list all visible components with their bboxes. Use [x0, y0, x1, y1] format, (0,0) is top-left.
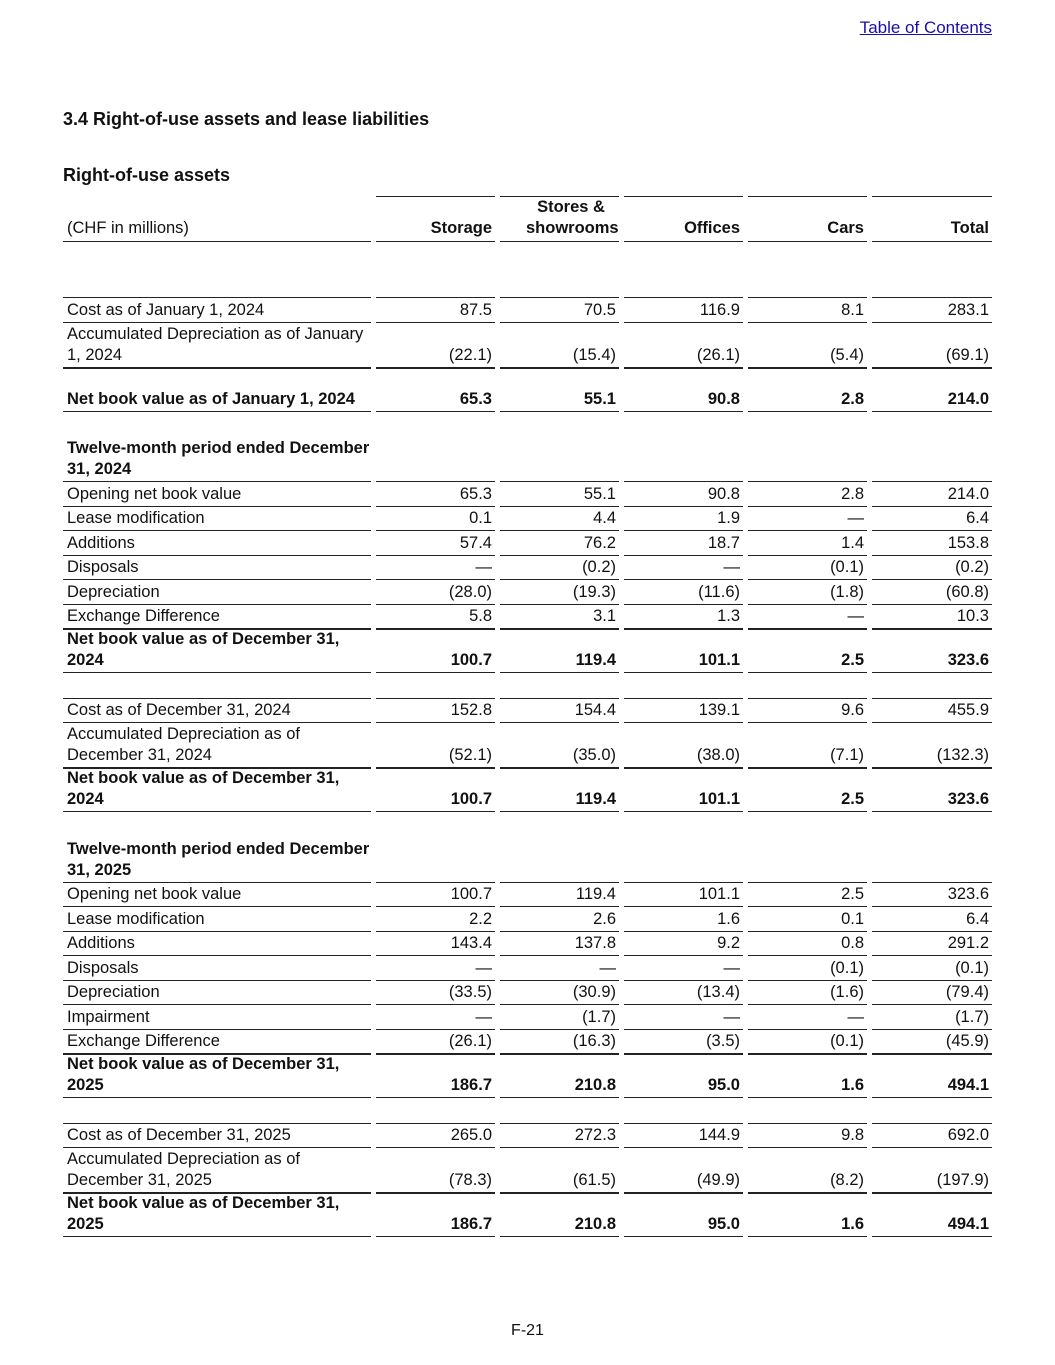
- cell-value: —: [748, 506, 867, 531]
- cell-value: (28.0): [376, 579, 495, 604]
- cell-value: —: [376, 555, 495, 580]
- row-label: Depreciation: [63, 980, 371, 1005]
- cell-value: —: [748, 604, 867, 629]
- cell-value: —: [624, 555, 743, 580]
- cell-value: (7.1): [748, 722, 867, 767]
- cell-value: 0.1: [376, 506, 495, 531]
- row-label: Lease modification: [63, 506, 371, 531]
- row-label: Additions: [63, 931, 371, 956]
- cell-value: 95.0: [624, 1192, 743, 1237]
- cell-value: 6.4: [872, 506, 992, 531]
- section-title: 3.4 Right-of-use assets and lease liabilities: [63, 109, 430, 129]
- cell-value: 1.6: [748, 1192, 867, 1237]
- column-header: Total: [872, 196, 992, 242]
- row-label: Twelve-month period ended December 31, 2025: [67, 839, 370, 879]
- cell-value: 2.5: [748, 882, 867, 907]
- cell-value: (22.1): [376, 322, 495, 367]
- cell-value: 18.7: [624, 530, 743, 555]
- cell-value: 1.3: [624, 604, 743, 629]
- table-row: [63, 1123, 992, 1148]
- table-of-contents-link[interactable]: Table of Contents: [859, 18, 992, 37]
- right-of-use-assets-table: [63, 196, 992, 1237]
- row-label: Cost as of December 31, 2025: [63, 1123, 371, 1148]
- cell-value: 154.4: [500, 698, 619, 723]
- cell-value: (1.7): [500, 1004, 619, 1029]
- row-label: Accumulated Depreciation as of December 31, 2025: [63, 1147, 371, 1192]
- table-row: [63, 906, 992, 931]
- table-row: [63, 722, 992, 767]
- cell-value: 323.6: [872, 628, 992, 673]
- cell-value: 90.8: [624, 481, 743, 506]
- table-row: [63, 322, 992, 367]
- row-label: Disposals: [63, 555, 371, 580]
- row-label: Net book value as of January 1, 2024: [63, 367, 371, 412]
- cell-value: —: [624, 1004, 743, 1029]
- column-header: Storage: [376, 196, 495, 242]
- table-row: [63, 955, 992, 980]
- row-label: Net book value as of December 31, 2025: [63, 1053, 371, 1098]
- cell-value: —: [500, 955, 619, 980]
- cell-value: (0.1): [872, 955, 992, 980]
- cell-value: 210.8: [500, 1053, 619, 1098]
- cell-value: 494.1: [872, 1192, 992, 1237]
- table-row: [63, 579, 992, 604]
- cell-value: 0.8: [748, 931, 867, 956]
- spacer-row: [63, 1098, 992, 1123]
- table-row: [63, 530, 992, 555]
- cell-value: 8.1: [748, 297, 867, 322]
- cell-value: 70.5: [500, 297, 619, 322]
- cell-value: (45.9): [872, 1029, 992, 1054]
- cell-value: 1.9: [624, 506, 743, 531]
- cell-value: 55.1: [500, 367, 619, 412]
- cell-value: 116.9: [624, 297, 743, 322]
- cell-value: 2.5: [748, 767, 867, 812]
- cell-value: [624, 436, 743, 481]
- cell-value: 100.7: [376, 882, 495, 907]
- row-label: Net book value as of December 31, 2025: [63, 1192, 371, 1237]
- cell-value: (26.1): [376, 1029, 495, 1054]
- spacer-row: [63, 412, 992, 437]
- spacer-row: [63, 673, 992, 698]
- cell-value: 692.0: [872, 1123, 992, 1148]
- table-row: [63, 1192, 992, 1237]
- column-header: Offices: [624, 196, 743, 242]
- cell-value: 95.0: [624, 1053, 743, 1098]
- row-label: Net book value as of December 31, 2024: [63, 628, 371, 673]
- cell-value: 2.8: [748, 367, 867, 412]
- cell-value: [376, 436, 495, 481]
- cell-value: (19.3): [500, 579, 619, 604]
- cell-value: —: [624, 955, 743, 980]
- section-heading-row: [63, 837, 992, 882]
- cell-value: (132.3): [872, 722, 992, 767]
- cell-value: [872, 837, 992, 882]
- cell-value: 10.3: [872, 604, 992, 629]
- cell-value: 87.5: [376, 297, 495, 322]
- cell-value: —: [376, 1004, 495, 1029]
- cell-value: (30.9): [500, 980, 619, 1005]
- row-label: Impairment: [63, 1004, 371, 1029]
- cell-value: 65.3: [376, 367, 495, 412]
- cell-value: (15.4): [500, 322, 619, 367]
- spacer-row: [63, 242, 992, 297]
- row-label: Twelve-month period ended December 31, 2024: [67, 439, 370, 478]
- cell-value: [872, 436, 992, 481]
- cell-value: 119.4: [500, 882, 619, 907]
- table-row: [63, 604, 992, 629]
- cell-value: (26.1): [624, 322, 743, 367]
- cell-value: 214.0: [872, 481, 992, 506]
- cell-value: [624, 837, 743, 882]
- cell-value: 152.8: [376, 698, 495, 723]
- cell-value: 2.8: [748, 481, 867, 506]
- cell-value: 144.9: [624, 1123, 743, 1148]
- cell-value: 101.1: [624, 628, 743, 673]
- cell-value: 210.8: [500, 1192, 619, 1237]
- cell-value: 186.7: [376, 1053, 495, 1098]
- row-label: Net book value as of December 31, 2024: [63, 767, 371, 812]
- row-label: Disposals: [63, 955, 371, 980]
- cell-value: 119.4: [500, 767, 619, 812]
- row-label: Lease modification: [63, 906, 371, 931]
- row-label: Cost as of December 31, 2024: [63, 698, 371, 723]
- table-row: [63, 1147, 992, 1192]
- cell-value: —: [376, 955, 495, 980]
- table-title: Right-of-use assets: [63, 165, 231, 185]
- row-label: Exchange Difference: [63, 1029, 371, 1054]
- cell-value: 186.7: [376, 1192, 495, 1237]
- table-row: [63, 882, 992, 907]
- cell-value: 153.8: [872, 530, 992, 555]
- cell-value: (0.1): [748, 1029, 867, 1054]
- cell-value: 9.2: [624, 931, 743, 956]
- section-heading-row: [63, 436, 992, 481]
- table-row: [63, 297, 992, 322]
- row-label: Opening net book value: [63, 481, 371, 506]
- cell-value: 265.0: [376, 1123, 495, 1148]
- table-row: [63, 1004, 992, 1029]
- cell-value: (16.3): [500, 1029, 619, 1054]
- row-label: Depreciation: [63, 579, 371, 604]
- cell-value: (33.5): [376, 980, 495, 1005]
- table-row: [63, 931, 992, 956]
- cell-value: (52.1): [376, 722, 495, 767]
- table-row: [63, 628, 992, 673]
- cell-value: (1.7): [872, 1004, 992, 1029]
- cell-value: [500, 837, 619, 882]
- cell-value: 119.4: [500, 628, 619, 673]
- cell-value: 4.4: [500, 506, 619, 531]
- cell-value: 1.4: [748, 530, 867, 555]
- cell-value: (3.5): [624, 1029, 743, 1054]
- cell-value: (0.2): [500, 555, 619, 580]
- cell-value: (35.0): [500, 722, 619, 767]
- cell-value: (0.2): [872, 555, 992, 580]
- column-header: Stores & showrooms: [500, 196, 619, 242]
- column-header: Cars: [748, 196, 867, 242]
- cell-value: (5.4): [748, 322, 867, 367]
- table-row: [63, 506, 992, 531]
- row-label: Exchange Difference: [63, 604, 371, 629]
- cell-value: (61.5): [500, 1147, 619, 1192]
- row-label: Opening net book value: [63, 882, 371, 907]
- cell-value: 137.8: [500, 931, 619, 956]
- cell-value: 6.4: [872, 906, 992, 931]
- cell-value: (49.9): [624, 1147, 743, 1192]
- cell-value: (78.3): [376, 1147, 495, 1192]
- cell-value: 101.1: [624, 882, 743, 907]
- cell-value: 1.6: [624, 906, 743, 931]
- cell-value: [376, 837, 495, 882]
- cell-value: (69.1): [872, 322, 992, 367]
- cell-value: 494.1: [872, 1053, 992, 1098]
- cell-value: (197.9): [872, 1147, 992, 1192]
- cell-value: 139.1: [624, 698, 743, 723]
- cell-value: (11.6): [624, 579, 743, 604]
- cell-value: 291.2: [872, 931, 992, 956]
- table-header-row: [63, 196, 992, 242]
- table-row: [63, 698, 992, 723]
- cell-value: 55.1: [500, 481, 619, 506]
- cell-value: 455.9: [872, 698, 992, 723]
- cell-value: 100.7: [376, 628, 495, 673]
- cell-value: 76.2: [500, 530, 619, 555]
- row-label: Accumulated Depreciation as of January 1, 2024: [63, 322, 371, 367]
- table-row: [63, 767, 992, 812]
- cell-value: 2.2: [376, 906, 495, 931]
- table-row: [63, 980, 992, 1005]
- cell-value: (8.2): [748, 1147, 867, 1192]
- cell-value: 100.7: [376, 767, 495, 812]
- cell-value: (1.6): [748, 980, 867, 1005]
- cell-value: [748, 436, 867, 481]
- cell-value: 9.8: [748, 1123, 867, 1148]
- table-row: [63, 1053, 992, 1098]
- spacer-row: [63, 812, 992, 837]
- cell-value: 101.1: [624, 767, 743, 812]
- table-row: [63, 1029, 992, 1054]
- cell-value: 2.5: [748, 628, 867, 673]
- row-label: Accumulated Depreciation as of December 31, 2024: [63, 722, 371, 767]
- table-row: [63, 367, 992, 412]
- cell-value: 90.8: [624, 367, 743, 412]
- cell-value: (79.4): [872, 980, 992, 1005]
- page-number: F-21: [511, 1322, 544, 1339]
- cell-value: (60.8): [872, 579, 992, 604]
- cell-value: (13.4): [624, 980, 743, 1005]
- cell-value: (1.8): [748, 579, 867, 604]
- table-row: [63, 481, 992, 506]
- cell-value: 5.8: [376, 604, 495, 629]
- cell-value: 57.4: [376, 530, 495, 555]
- cell-value: [500, 436, 619, 481]
- cell-value: 2.6: [500, 906, 619, 931]
- cell-value: (0.1): [748, 955, 867, 980]
- cell-value: 9.6: [748, 698, 867, 723]
- cell-value: —: [748, 1004, 867, 1029]
- cell-value: 65.3: [376, 481, 495, 506]
- cell-value: 214.0: [872, 367, 992, 412]
- cell-value: 283.1: [872, 297, 992, 322]
- row-label: Additions: [63, 530, 371, 555]
- cell-value: 272.3: [500, 1123, 619, 1148]
- table-row: [63, 555, 992, 580]
- cell-value: (38.0): [624, 722, 743, 767]
- cell-value: [748, 837, 867, 882]
- cell-value: 3.1: [500, 604, 619, 629]
- row-label: Cost as of January 1, 2024: [63, 297, 371, 322]
- cell-value: 1.6: [748, 1053, 867, 1098]
- cell-value: 143.4: [376, 931, 495, 956]
- cell-value: 0.1: [748, 906, 867, 931]
- cell-value: 323.6: [872, 882, 992, 907]
- unit-label: (CHF in millions): [63, 196, 371, 242]
- cell-value: 323.6: [872, 767, 992, 812]
- cell-value: (0.1): [748, 555, 867, 580]
